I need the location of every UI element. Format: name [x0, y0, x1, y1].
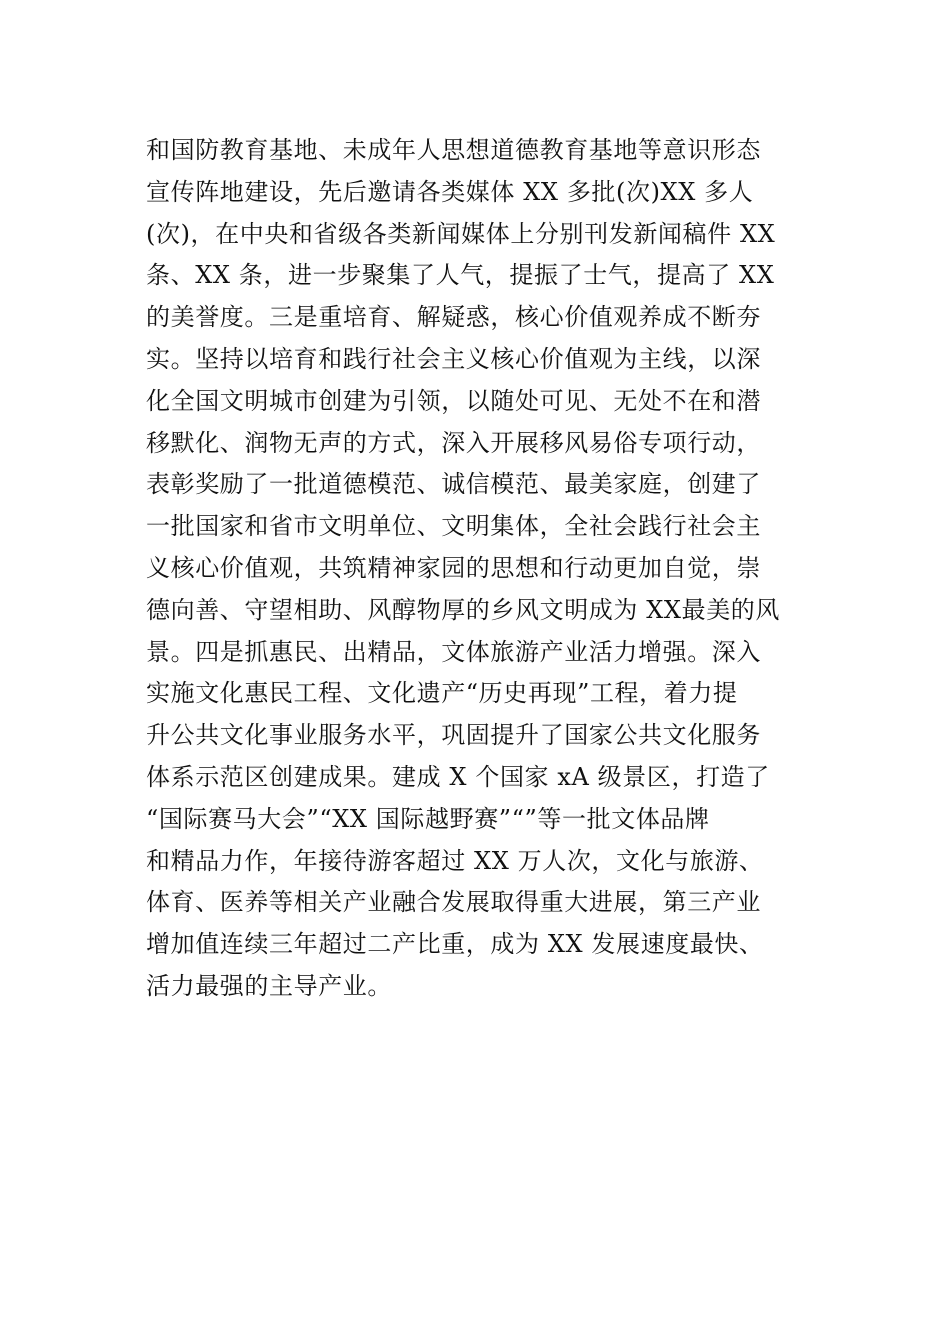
- text-line: “国际赛马大会”“XX 国际越野赛”“”等一批文体品牌: [146, 804, 710, 833]
- text-line: 义核心价值观，共筑精神家园的思想和行动更加自觉，崇: [146, 553, 761, 582]
- text-line: 实。坚持以培育和践行社会主义核心价值观为主线，以深: [146, 344, 761, 373]
- text-line: 和精品力作，年接待游客超过 XX 万人次，文化与旅游、: [146, 846, 764, 875]
- text-line: 增加值连续三年超过二产比重，成为 XX 发展速度最快、: [146, 930, 764, 959]
- text-line: (次)，在中央和省级各类新闻媒体上分别刊发新闻稿件 XX: [146, 219, 776, 248]
- text-line: 活力最强的主导产业。: [146, 971, 392, 1000]
- text-line: 移默化、润物无声的方式，深入开展移风易俗专项行动，: [146, 428, 761, 457]
- text-line: 一批国家和省市文明单位、文明集体，全社会践行社会主: [146, 512, 761, 541]
- text-line: 的美誉度。三是重培育、解疑惑，核心价值观养成不断夯: [146, 303, 761, 332]
- text-line: 体系示范区创建成果。建成 X 个国家 xA 级景区，打造了: [146, 762, 770, 791]
- text-line: 实施文化惠民工程、文化遗产“历史再现”工程，着力提: [146, 679, 738, 708]
- text-line: 化全国文明城市创建为引领，以随处可见、无处不在和潜: [146, 386, 761, 415]
- body-paragraph: [146, 130, 806, 1008]
- text-line: 升公共文化事业服务水平，巩固提升了国家公共文化服务: [146, 721, 761, 750]
- text-line: 和国防教育基地、未成年人思想道德教育基地等意识形态: [146, 136, 761, 164]
- text-line: 景。四是抓惠民、出精品，文体旅游产业活力增强。深入: [146, 637, 761, 666]
- text-line: 表彰奖励了一批道德模范、诚信模范、最美家庭，创建了: [146, 470, 761, 499]
- text-line: 宣传阵地建设，先后邀请各类媒体 XX 多批(次)XX 多人: [146, 177, 754, 206]
- text-line: 德向善、守望相助、风醇物厚的乡风文明成为 XX最美的风: [146, 595, 780, 624]
- text-line: 体育、医养等相关产业融合发展取得重大进展，第三产业: [146, 888, 761, 917]
- text-line: 条、XX 条，进一步聚集了人气，提振了士气，提高了 XX: [146, 261, 775, 290]
